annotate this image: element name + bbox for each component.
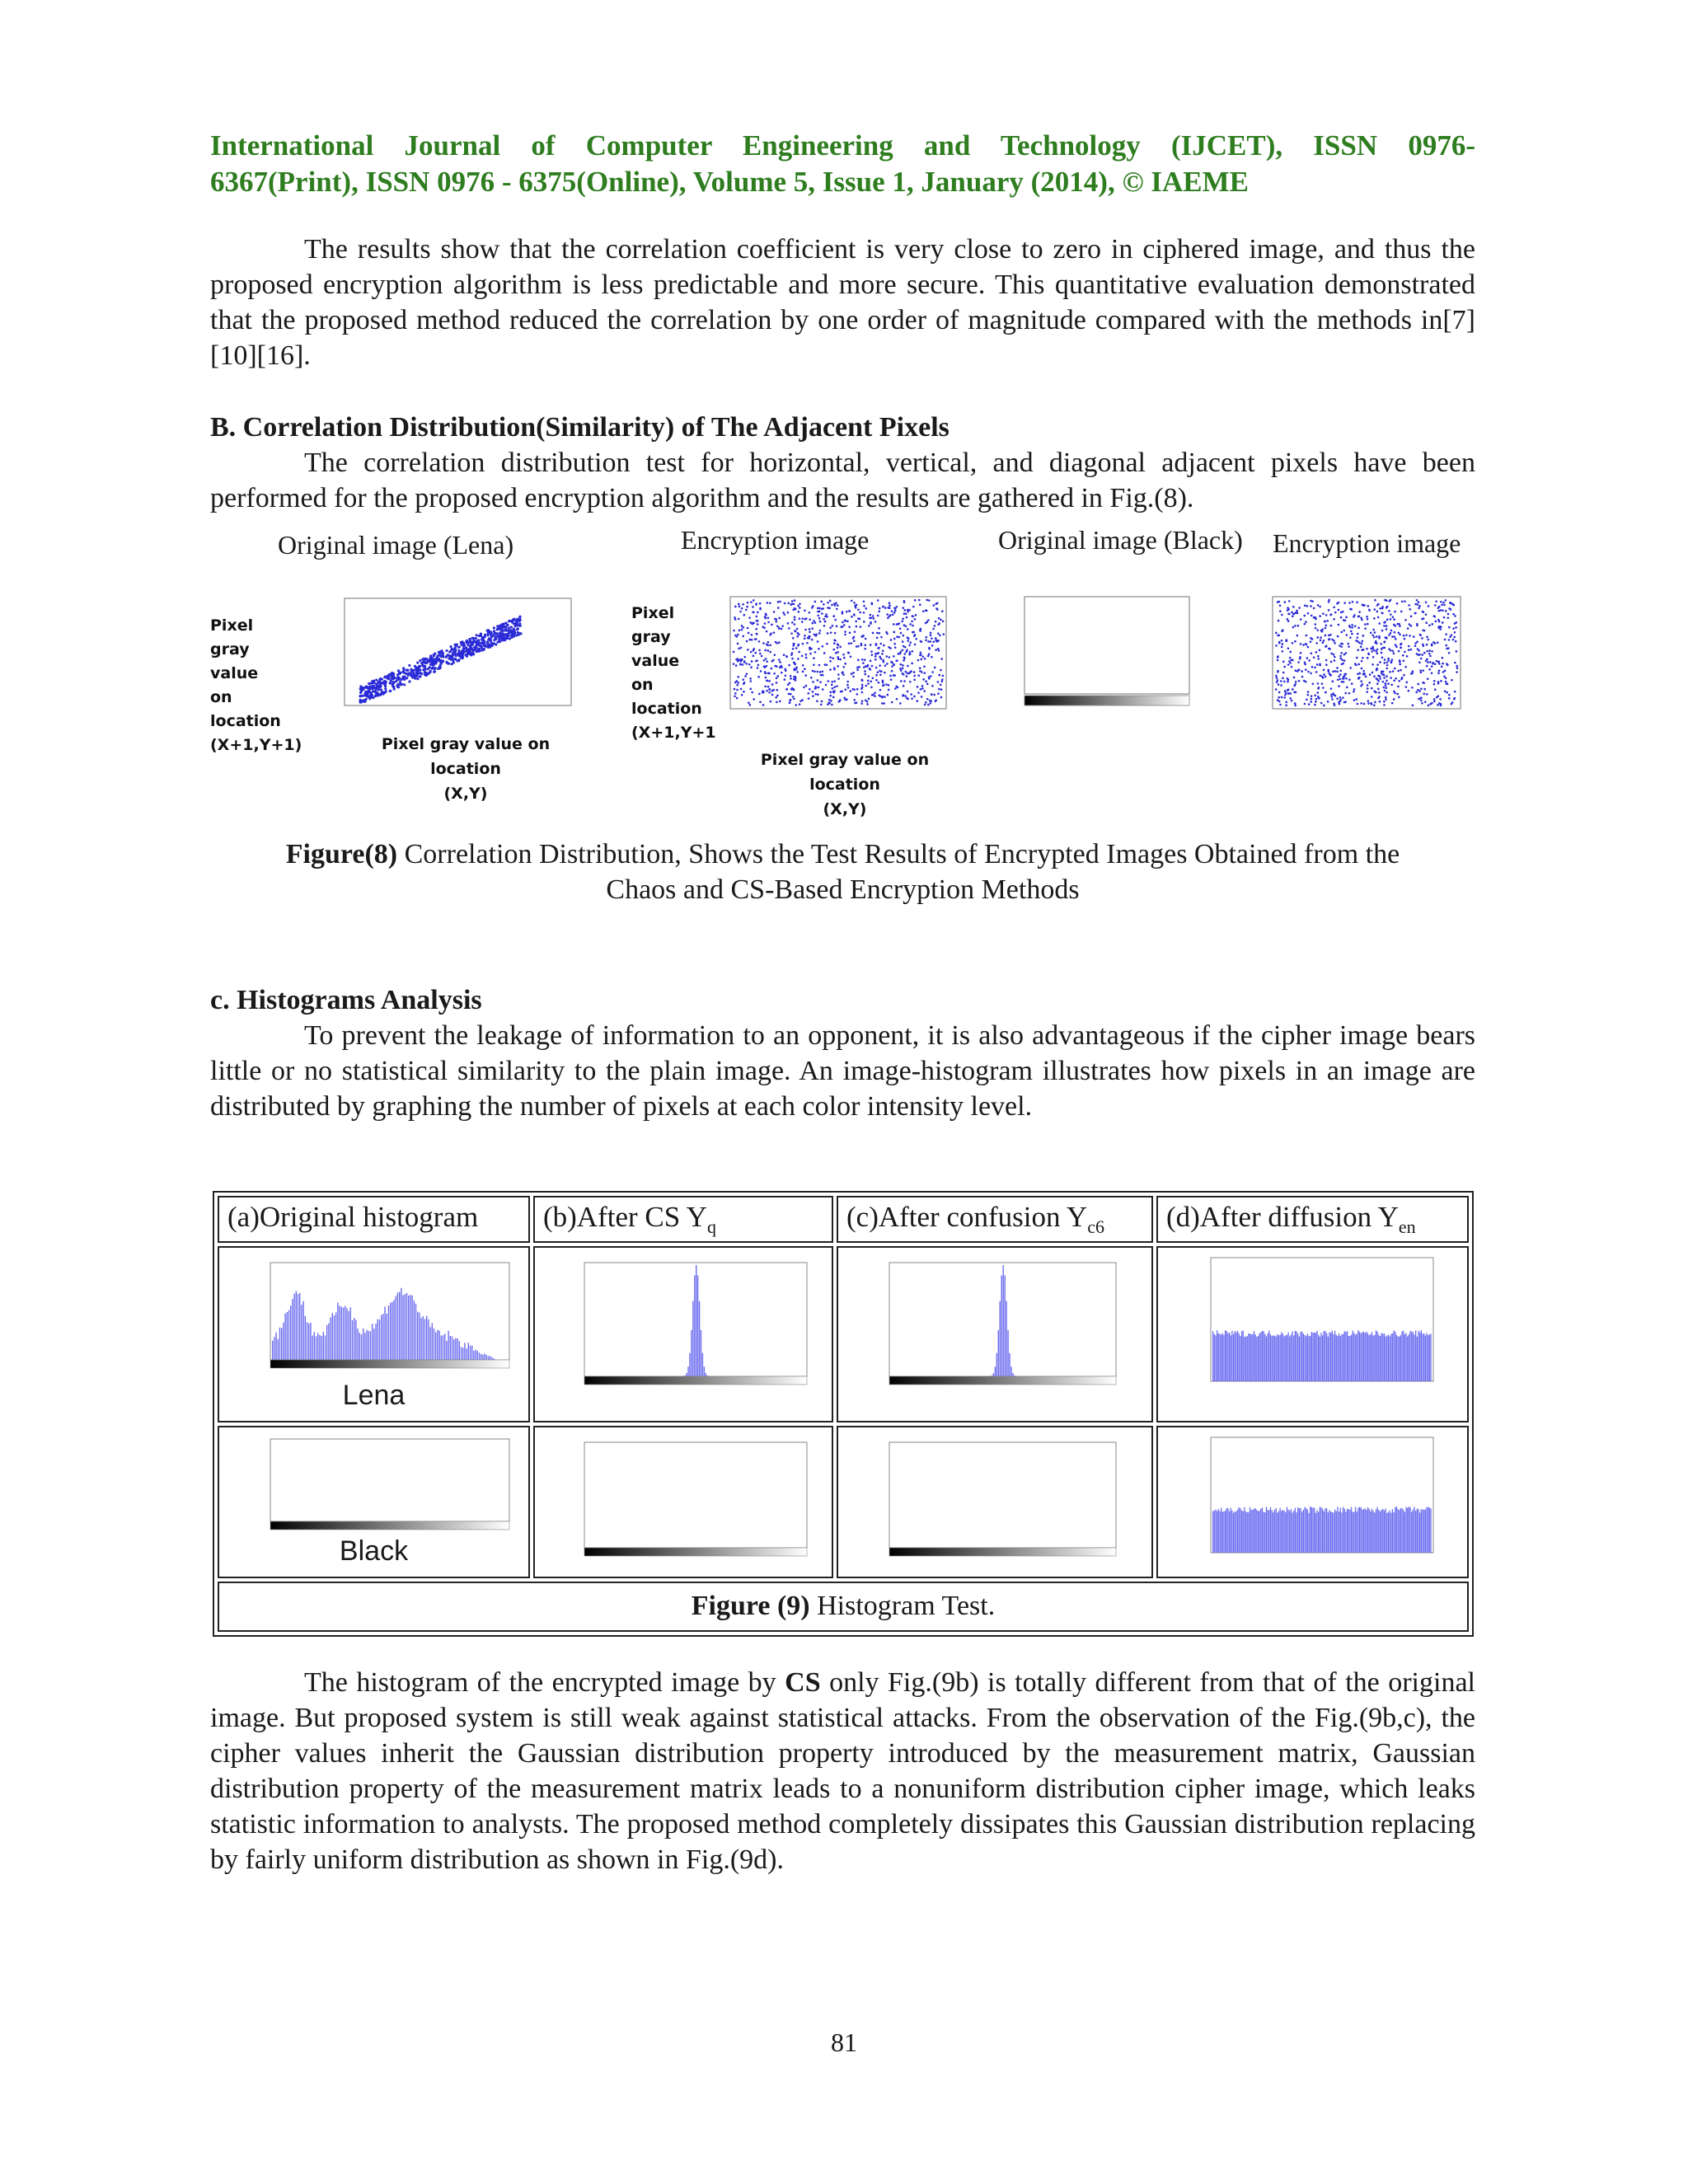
page-number: 81 <box>831 2027 857 2057</box>
figure9-histogram-table <box>213 1191 1474 1637</box>
fig9-col-b-header: (b)After CS $Y_q$ <box>533 1196 833 1243</box>
fig8-xlabel-2: Pixel gray value on location (X,Y) <box>760 751 930 818</box>
fig8-plot-black <box>1001 592 1199 715</box>
figure9-caption-row <box>218 1582 1469 1632</box>
hist-black-confusion <box>838 1437 1147 1561</box>
figure8-caption: Figure(8) Correlation Distribution, Shows the Test Results of Encrypted Images Obtained from the Chaos and CS-Based Encryption Methods <box>285 839 1400 905</box>
fig9-col-a-header: (a)Original histogram <box>218 1196 530 1243</box>
figure9-row-black <box>218 1426 1469 1578</box>
fig9-lena-original <box>218 1246 530 1422</box>
figure9-row-lena <box>218 1246 1469 1422</box>
fig9-row-label-lena: Lena <box>342 1380 406 1411</box>
fig8-plot-enc2-scatter <box>1264 592 1462 715</box>
fig8-caption-lena: Original image (Lena) <box>278 530 514 560</box>
results-paragraph <box>210 232 1475 373</box>
hist-black-original <box>219 1432 524 1535</box>
section-b-heading: B. Correlation Distribution(Similarity) of The Adjacent Pixels <box>210 412 950 443</box>
journal-header <box>210 128 1475 200</box>
fig8-caption-enc1: Encryption image <box>681 525 870 555</box>
section-c-paragraph-text: To prevent the leakage of information to an opponent, it is also advantageous if the cipher image bears little or no statistical similarity to the plain image. An image-histogram illustrates how pixels in an image are distributed by graphing the number of pixels at each color intensity level. <box>210 1020 1475 1122</box>
section-c-paragraph <box>210 1018 1475 1124</box>
hist-lena-cs <box>535 1258 828 1402</box>
hist-lena-diffusion <box>1158 1253 1463 1397</box>
figure9-caption: Figure (9) Histogram Test. <box>218 1582 1469 1632</box>
fig8-xlabel-1: Pixel gray value on location (X,Y) <box>381 735 551 803</box>
fig8-plot-enc1-scatter <box>715 592 950 715</box>
fig9-lena-diffusion <box>1156 1246 1469 1422</box>
fig8-ylabel-1: Pixel gray value on location (X+1,Y+1) <box>210 616 302 754</box>
section-b-paragraph <box>210 445 1475 516</box>
section-c-heading: c. Histograms Analysis <box>210 985 482 1015</box>
fig9-black-diffusion <box>1156 1426 1469 1578</box>
hist-black-diffusion <box>1158 1432 1463 1556</box>
fig9-col-c-header: (c)After confusion $Y_{c6}$ <box>837 1196 1153 1243</box>
hist-lena-confusion <box>838 1258 1147 1402</box>
fig8-ylabel-2: Pixel gray value on location (X+1,Y+1 <box>631 604 716 742</box>
final-paragraph: The histogram of the encrypted image by CS only Fig.(9b) is totally different from that of the original image. But proposed system is still weak against statistical attacks. From the observation of the Fig.(9b,c), the cipher values inherit the Gaussian distribution property introduced by the measurement matrix, Gaussian distribution property of the measurement matrix leads to a nonuniform distribution cipher image, which leaks statistic information to analysts. The proposed method completely dissipates this Gaussian distribution replacing by fairly uniform distribution as shown in Fig.(9d). <box>210 1667 1475 1875</box>
fig9-black-original <box>218 1426 530 1578</box>
journal-header-line2: 6367(Print), ISSN 0976 - 6375(Online), Volume 5, Issue 1, January (2014), © IAEME <box>210 166 1249 198</box>
fig9-col-d-header: (d)After diffusion $Y_{en}$ <box>1156 1196 1469 1243</box>
fig8-caption-black: Original image (Black) <box>998 525 1243 555</box>
hist-black-cs <box>535 1437 828 1561</box>
fig9-lena-confusion <box>837 1246 1153 1422</box>
figure9-header-row <box>218 1196 1469 1243</box>
fig9-black-cs <box>533 1426 833 1578</box>
fig9-lena-cs <box>533 1246 833 1422</box>
fig8-plot-lena-scatter <box>330 593 577 713</box>
hist-lena-original <box>219 1256 524 1380</box>
fig9-black-confusion <box>837 1426 1153 1578</box>
section-b-paragraph-text: The correlation distribution test for horizontal, vertical, and diagonal adjacent pixels have been performed for the proposed encryption algorithm and the results are gathered in Fig.(8). <box>210 448 1475 513</box>
fig9-row-label-black: Black <box>339 1535 409 1567</box>
results-paragraph-text: The results show that the correlation coefficient is very close to zero in ciphered image, and thus the proposed encryption algorithm is less predictable and more secure. This quantitative evaluation demonstrated that the proposed method reduced the correlation by one order of magnitude compared with the methods in[7][10][16]. <box>210 234 1475 371</box>
fig8-caption-enc2: Encryption image <box>1273 528 1461 558</box>
journal-header-line1: International Journal of Computer Engineering and Technology (IJCET), ISSN 0976- <box>210 129 1475 162</box>
